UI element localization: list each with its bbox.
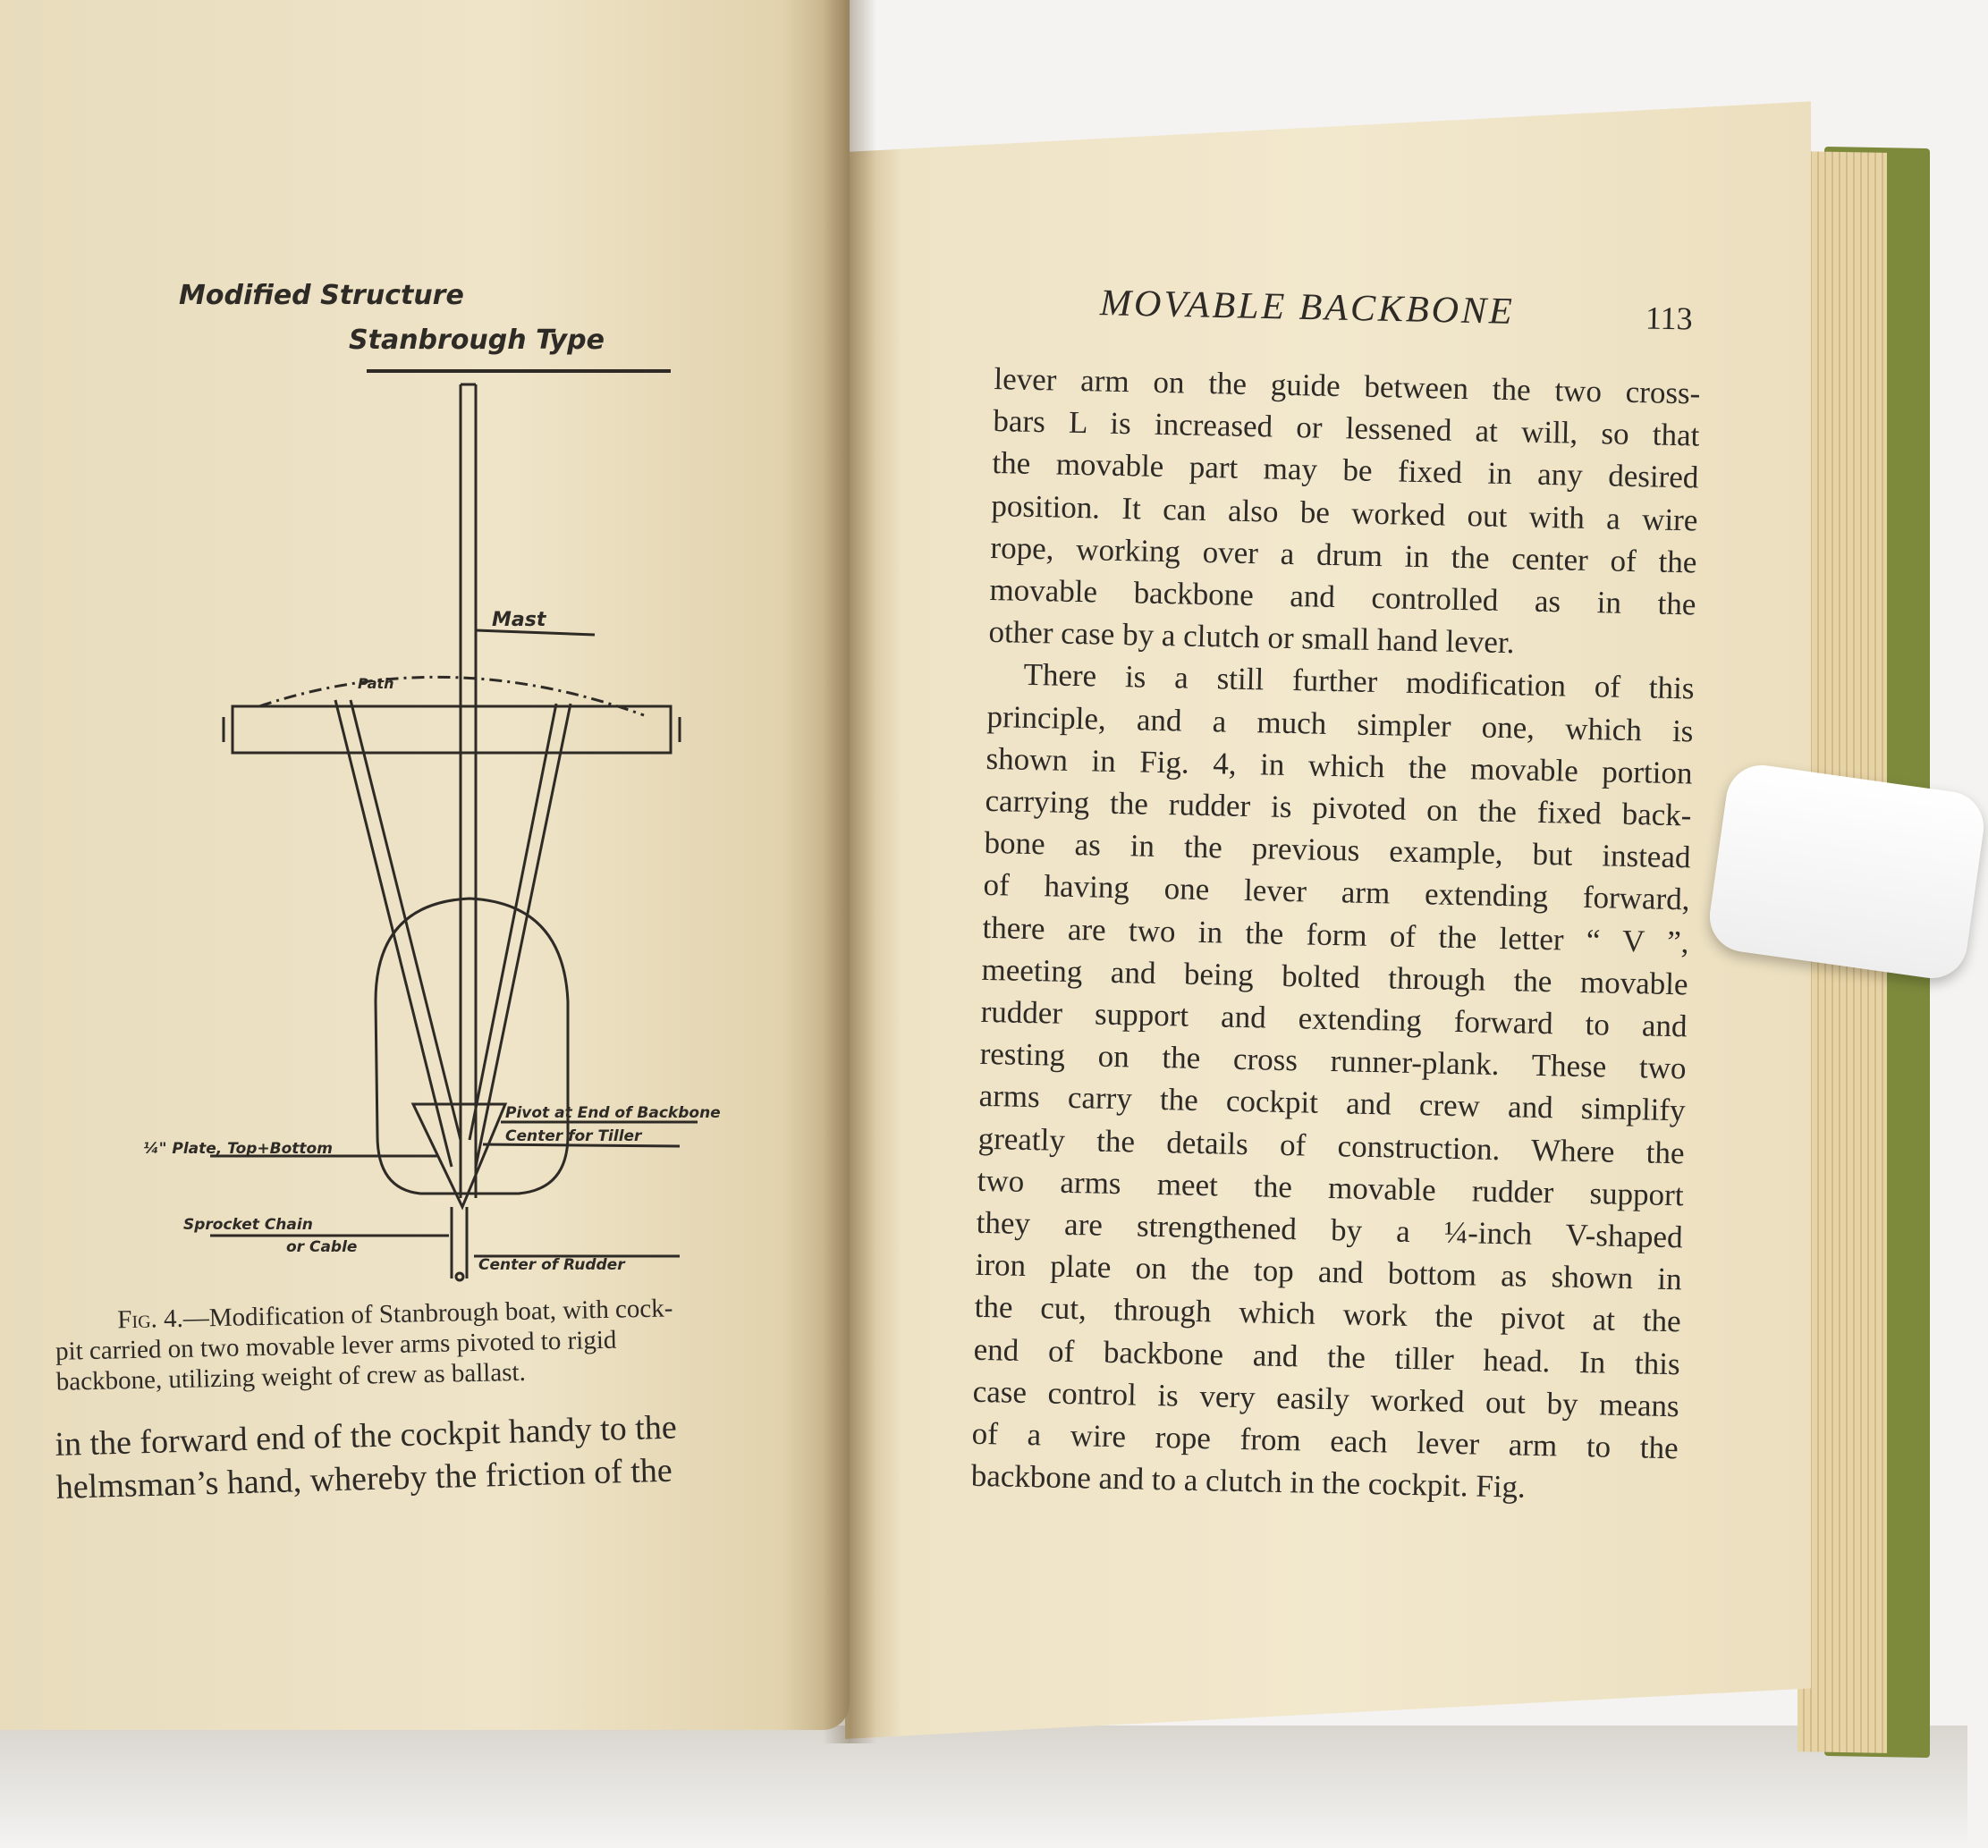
body-line: movable backbone and controlled as in the xyxy=(989,571,1696,622)
body-line: bone as in the previous example, but instead xyxy=(984,825,1691,875)
body-line: the cut, through which work the pivot at the xyxy=(974,1289,1681,1339)
body-line: shown in Fig. 4, in which the movable portion xyxy=(986,740,1693,791)
caption-line-2: pit carried on two movable lever arms pivoted to rigid xyxy=(55,1325,617,1366)
running-head: MOVABLE BACKBONE xyxy=(1099,283,1516,333)
body-line: backbone and to a clutch in the cockpit. Fig. xyxy=(970,1458,1527,1505)
page-number: 113 xyxy=(1645,300,1694,337)
figure-title-2: Stanbrough Type xyxy=(349,325,605,356)
body-line: There is a still further modification of this xyxy=(1023,657,1695,706)
body-line: of a wire rope from each lever arm to the xyxy=(971,1415,1679,1466)
body-line: end of backbone and the tiller head. In this xyxy=(973,1331,1681,1381)
path-arc xyxy=(259,677,644,715)
body-line: lever arm on the guide between the two cross- xyxy=(994,360,1701,411)
label-mast: Mast xyxy=(492,609,546,631)
figure-title-1: Modified Structure xyxy=(179,280,464,311)
label-sprocket: Sprocket Chain xyxy=(183,1216,313,1234)
body-line: two arms meet the movable rudder support xyxy=(977,1162,1684,1213)
body-line: principle, and a much simpler one, which is xyxy=(986,698,1694,749)
bookmark-clip xyxy=(1705,761,1988,983)
body-line: the movable part may be fixed in any desired xyxy=(992,445,1699,495)
body-line: rope, working over a drum in the center of the xyxy=(990,529,1697,580)
body-line: of having one lever arm extending forward, xyxy=(983,867,1690,917)
body-line: greatly the details of construction. Where the xyxy=(977,1120,1685,1171)
body-line: bars L is increased or lessened at will, so that xyxy=(993,403,1700,453)
left-line: in the forward end of the cockpit handy to the xyxy=(54,1408,678,1464)
body-line: case control is very easily worked out by means xyxy=(972,1373,1680,1424)
caption-line-1: —Modification of Stanbrough boat, with cock- xyxy=(182,1294,673,1333)
body-line: rudder support and extending forward to and xyxy=(980,993,1688,1044)
figure-caption xyxy=(55,1290,808,1397)
body-line: other case by a clutch or small hand lever. xyxy=(988,614,1515,661)
label-center-tiller: Center for Tiller xyxy=(505,1127,642,1145)
label-center-rudder: Center of Rudder xyxy=(478,1256,625,1274)
left-line: helmsman’s hand, whereby the friction of the xyxy=(55,1451,673,1506)
body-line: there are two in the form of the letter “ V ”, xyxy=(982,909,1689,960)
body-line: position. It can also be worked out with a wire xyxy=(991,487,1698,538)
right-body-text xyxy=(970,358,1701,1512)
body-line: meeting and being bolted through the movable xyxy=(981,951,1688,1002)
figure-4-diagram xyxy=(143,259,721,1296)
book-gutter xyxy=(823,0,876,1743)
v-arm-right-inner xyxy=(470,704,556,1140)
label-pivot: Pivot at End of Backbone xyxy=(505,1104,721,1122)
cockpit-outline xyxy=(376,899,568,1194)
runner-plank xyxy=(233,706,671,753)
label-plate: ¼" Plate, Top+Bottom xyxy=(143,1140,333,1158)
body-line: arms carry the cockpit and crew and simplify xyxy=(978,1078,1686,1128)
caption-fig-label: Fig. 4. xyxy=(117,1304,184,1335)
body-line: resting on the cross runner-plank. These two xyxy=(979,1036,1687,1086)
body-line: they are strengthened by a ¼-inch V-shaped xyxy=(976,1204,1683,1255)
body-line: iron plate on the top and bottom as shown in xyxy=(975,1247,1682,1297)
label-cable: or Cable xyxy=(286,1238,358,1256)
table-surface xyxy=(0,1726,1967,1848)
caption-line-3: backbone, utilizing weight of crew as ballast. xyxy=(55,1357,527,1397)
v-arm-right-outer xyxy=(476,704,571,1167)
label-path: Path xyxy=(358,675,394,692)
body-line: carrying the rudder is pivoted on the fixed back- xyxy=(985,782,1692,833)
